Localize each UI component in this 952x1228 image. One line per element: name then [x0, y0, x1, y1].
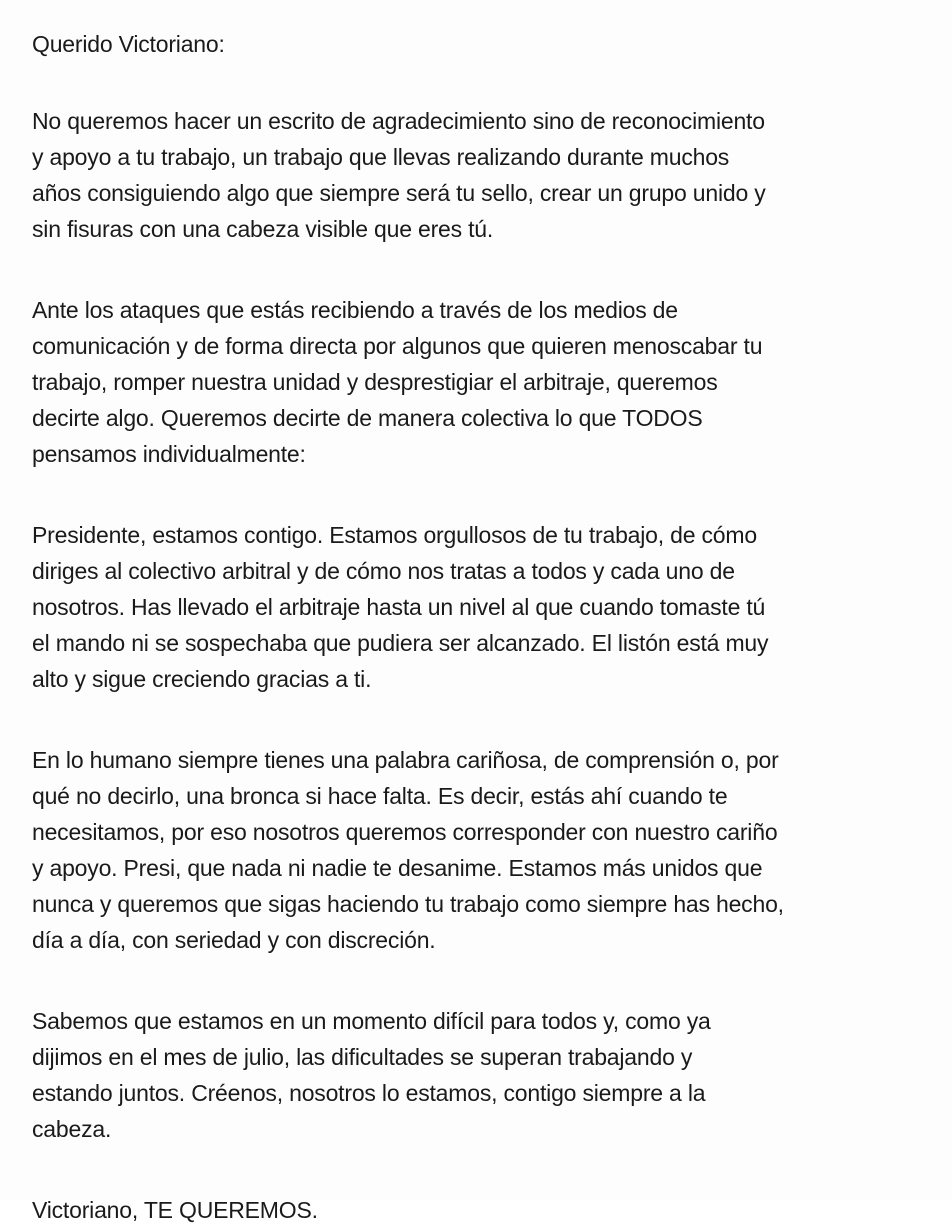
letter-paragraph-3: Presidente, estamos contigo. Estamos orgullosos de tu trabajo, de cómo diriges al colectivo arbitral y de cómo nos tratas a todos y cada uno de nosotros. Has llevado el arbitraje hasta un nivel al que cuando tomaste tú el mando ni se sospechaba que pudiera ser alcanzado. El listón está muy alto y sigue creciendo gracias a ti.: [32, 522, 769, 692]
letter-body: [32, 103, 926, 1147]
letter-paragraph-2: Ante los ataques que estás recibiendo a través de los medios de comunicación y de forma directa por algunos que quieren menoscabar tu trabajo, romper nuestra unidad y desprestigiar el arbitraje, queremos decirte algo. Queremos decirte de manera colectiva lo que TODOS pensamos individualmente:: [32, 297, 763, 467]
letter-paragraph-5: Sabemos que estamos en un momento difícil para todos y, como ya dijimos en el mes de julio, las dificultades se superan trabajando y estando juntos. Créenos, nosotros lo estamos, contigo siempre a la cabeza.: [32, 1008, 711, 1142]
letter-closing: Victoriano, TE QUEREMOS.: [32, 1197, 318, 1223]
letter-paragraph-1: No queremos hacer un escrito de agradecimiento sino de reconocimiento y apoyo a tu trabajo, un trabajo que llevas realizando durante muchos años consiguiendo algo que siempre será tu sello, crear un grupo unido y sin fisuras con una cabeza visible que eres tú.: [32, 108, 766, 242]
letter-salutation: Querido Victoriano:: [32, 31, 225, 57]
letter-paragraph-4: En lo humano siempre tienes una palabra cariñosa, de comprensión o, por qué no decirlo, una bronca si hace falta. Es decir, estás ahí cuando te necesitamos, por eso nosotros queremos corresponder con nuestro cariño y apoyo. Presi, que nada ni nadie te desanime. Estamos más unidos que nunca y queremos que sigas haciendo tu trabajo como siempre has hecho, día a día, con seriedad y con discreción.: [32, 747, 784, 953]
